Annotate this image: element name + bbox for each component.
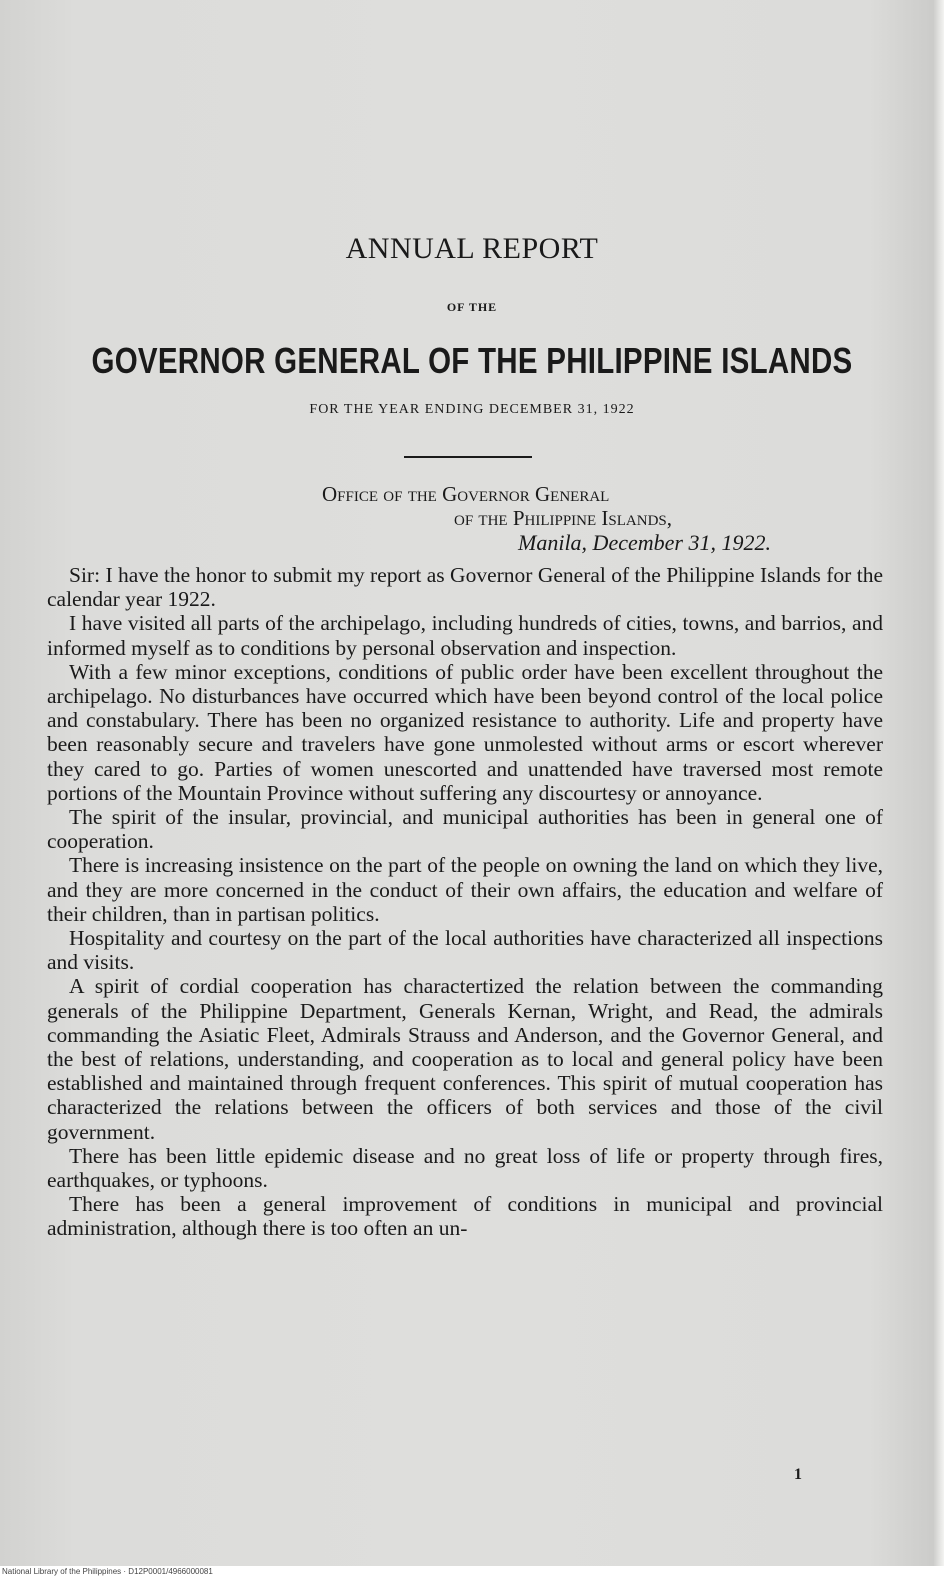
address-line-islands: of the Philippine Islands, bbox=[454, 506, 673, 530]
divider-rule bbox=[404, 456, 532, 458]
paragraph: There has been little epidemic disease and no great loss of life or property through fires, earthquakes, or typhoons. bbox=[47, 1143, 883, 1193]
paragraph: With a few minor exceptions, conditions of public order have been excellent throughout the archipelago. No disturbances have occurred which have been beyond control of the local police and constabulary. There has been no organized resistance to authority. Life and property have been reasonably secure and travelers have gone unmolested without arms or escort wherever they cared to go. Parties of women unescorted and unattended have traversed most remote portions of the Mountain Province without suffering any discourtesy or annoyance. bbox=[47, 659, 883, 805]
report-heading: GOVERNOR GENERAL OF THE PHILIPPINE ISLANDS bbox=[91, 340, 853, 381]
report-title: ANNUAL REPORT bbox=[345, 232, 599, 265]
page-number: 1 bbox=[794, 1466, 802, 1483]
paragraph: Sir: I have the honor to submit my report as Governor General of the Philippine Islands for the calendar year 1922. bbox=[47, 563, 883, 612]
report-body bbox=[47, 563, 883, 1241]
paragraph: There has been a general improvement of conditions in municipal and provincial administration, although there is too often an un- bbox=[47, 1192, 883, 1241]
of-the-label: OF THE bbox=[446, 300, 498, 314]
scan-footer: National Library of the Philippines · D12P0001/4966000081 bbox=[0, 1566, 944, 1577]
paragraph: A spirit of cordial cooperation has charactertized the relation between the commanding generals of the Philippine Department, Generals Kernan, Wright, and Read, the admirals commanding the Asiatic Fleet, Admirals Strauss and Anderson, and the Governor General, and the best of relations, understanding, and cooperation as to local and general policy have been established and maintained through frequent conferences. This spirit of mutual cooperation has characterized the relations between the officers of both services and those of the civil government. bbox=[47, 974, 883, 1144]
address-line-date: Manila, December 31, 1922. bbox=[518, 530, 771, 555]
paragraph: There is increasing insistence on the part of the people on owning the land on which they live, and they are more concerned in the conduct of their own affairs, the education and welfare of their children, than in partisan politics. bbox=[47, 853, 883, 926]
paragraph: I have visited all parts of the archipelago, including hundreds of cities, towns, and barrios, and informed myself as to conditions by personal observation and inspection. bbox=[47, 611, 883, 660]
paragraph: Hospitality and courtesy on the part of the local authorities have characterized all inspections and visits. bbox=[47, 926, 883, 975]
address-line-office: Office of the Governor General bbox=[322, 482, 610, 506]
year-line: FOR THE YEAR ENDING DECEMBER 31, 1922 bbox=[309, 402, 635, 417]
paragraph: The spirit of the insular, provincial, and municipal authorities has been in general one of cooperation. bbox=[47, 805, 883, 854]
